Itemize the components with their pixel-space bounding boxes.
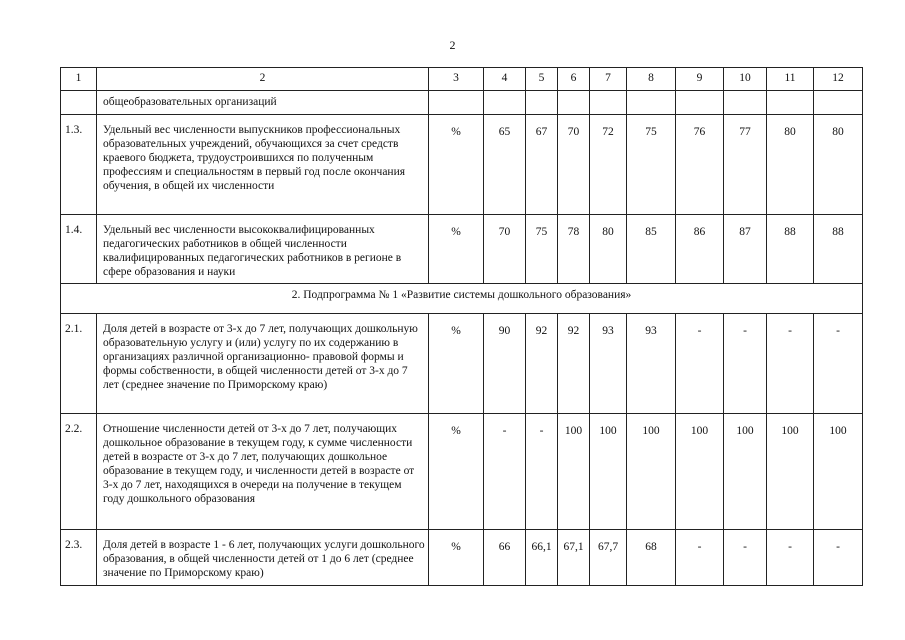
value-cell [526, 91, 558, 115]
index-cell: 1.4. [61, 215, 97, 284]
indicator-row [61, 115, 863, 215]
value-cell: 100 [558, 414, 590, 530]
value-cell: 80 [814, 115, 863, 215]
value-cell: 100 [676, 414, 724, 530]
value-cell: 100 [814, 414, 863, 530]
value-cell: - [724, 314, 767, 414]
value-cell [484, 91, 526, 115]
value-cell [558, 91, 590, 115]
index-cell: 2.2. [61, 414, 97, 530]
value-cell: 100 [767, 414, 814, 530]
indicator-name-cell: Доля детей в возрасте 1 - 6 лет, получающих услуги дошкольного образования, в общей численности детей от 1 до 6 лет (среднее значение по Приморскому краю) [97, 530, 429, 586]
header-cell: 8 [627, 68, 676, 91]
value-cell: 85 [627, 215, 676, 284]
value-cell: - [767, 530, 814, 586]
indicator-row [61, 215, 863, 284]
header-cell: 2 [97, 68, 429, 91]
value-cell: 93 [627, 314, 676, 414]
value-cell: - [767, 314, 814, 414]
value-cell [627, 91, 676, 115]
section-row [61, 284, 863, 314]
header-cell: 11 [767, 68, 814, 91]
value-cell: 92 [526, 314, 558, 414]
value-cell: - [676, 530, 724, 586]
indicator-row [61, 314, 863, 414]
unit-cell: % [429, 115, 484, 215]
value-cell: 67,7 [590, 530, 627, 586]
indicator-name-cell: Отношение численности детей от 3-х до 7 лет, получающих дошкольное образование в текущем году, к сумме численности детей в возрасте от 3-х до 7 лет, получающих дошкольное образование в текущем году, и численности детей в возрасте от 3-х до 7 лет, находящихся в очереди на получение в текущем году дошкольного образования [97, 414, 429, 530]
value-cell: 100 [724, 414, 767, 530]
indicators-table [60, 67, 863, 586]
value-cell: 92 [558, 314, 590, 414]
header-cell: 3 [429, 68, 484, 91]
value-cell: 70 [558, 115, 590, 215]
indicator-name-cell: Удельный вес численности выпускников профессиональных образовательных учреждений, обучающихся за счет средств краевого бюджета, трудоустроившихся по полученным профессиям и специальностям в первый год после окончания обучения, в общей их численности [97, 115, 429, 215]
continuation-cell: общеобразовательных организаций [97, 91, 429, 115]
index-cell [61, 91, 97, 115]
unit-cell: % [429, 215, 484, 284]
section-title: 2. Подпрограмма № 1 «Развитие системы дошкольного образования» [61, 284, 863, 314]
value-cell: 77 [724, 115, 767, 215]
value-cell: 66 [484, 530, 526, 586]
header-cell: 9 [676, 68, 724, 91]
value-cell [590, 91, 627, 115]
value-cell: 68 [627, 530, 676, 586]
indicator-row [61, 414, 863, 530]
header-cell: 6 [558, 68, 590, 91]
indicator-row [61, 530, 863, 586]
value-cell: 66,1 [526, 530, 558, 586]
value-cell: 90 [484, 314, 526, 414]
continuation-row [61, 91, 863, 115]
value-cell: 67,1 [558, 530, 590, 586]
value-cell: 88 [814, 215, 863, 284]
index-cell: 1.3. [61, 115, 97, 215]
header-cell: 7 [590, 68, 627, 91]
value-cell: 86 [676, 215, 724, 284]
value-cell: 80 [767, 115, 814, 215]
value-cell: - [676, 314, 724, 414]
header-cell: 10 [724, 68, 767, 91]
value-cell: 70 [484, 215, 526, 284]
value-cell: 100 [627, 414, 676, 530]
value-cell: 75 [627, 115, 676, 215]
header-row [61, 68, 863, 91]
indicator-name-cell: Доля детей в возрасте от 3-х до 7 лет, получающих дошкольную образовательную услугу и (или) услугу по их содержанию в организациях различной организационно- правовой формы и формы собственности, в общей численности детей от 3-х до 7 лет (среднее значение по Приморскому краю) [97, 314, 429, 414]
value-cell: 93 [590, 314, 627, 414]
index-cell: 2.3. [61, 530, 97, 586]
value-cell: - [814, 530, 863, 586]
value-cell [767, 91, 814, 115]
value-cell: 78 [558, 215, 590, 284]
unit-cell: % [429, 530, 484, 586]
indicator-name-cell: Удельный вес численности высококвалифицированных педагогических работников в общей численности квалифицированных педагогических работников в регионе в сфере образования и науки [97, 215, 429, 284]
unit-cell [429, 91, 484, 115]
header-cell: 1 [61, 68, 97, 91]
header-cell: 5 [526, 68, 558, 91]
index-cell: 2.1. [61, 314, 97, 414]
header-cell: 4 [484, 68, 526, 91]
value-cell [676, 91, 724, 115]
value-cell: - [484, 414, 526, 530]
value-cell: 87 [724, 215, 767, 284]
value-cell: 100 [590, 414, 627, 530]
value-cell [814, 91, 863, 115]
value-cell: 65 [484, 115, 526, 215]
header-cell: 12 [814, 68, 863, 91]
value-cell: 76 [676, 115, 724, 215]
value-cell: 88 [767, 215, 814, 284]
page-number: 2 [449, 38, 456, 52]
unit-cell: % [429, 314, 484, 414]
value-cell: 75 [526, 215, 558, 284]
value-cell: 67 [526, 115, 558, 215]
value-cell: - [526, 414, 558, 530]
unit-cell: % [429, 414, 484, 530]
value-cell: - [724, 530, 767, 586]
value-cell: 80 [590, 215, 627, 284]
value-cell: - [814, 314, 863, 414]
value-cell: 72 [590, 115, 627, 215]
value-cell [724, 91, 767, 115]
